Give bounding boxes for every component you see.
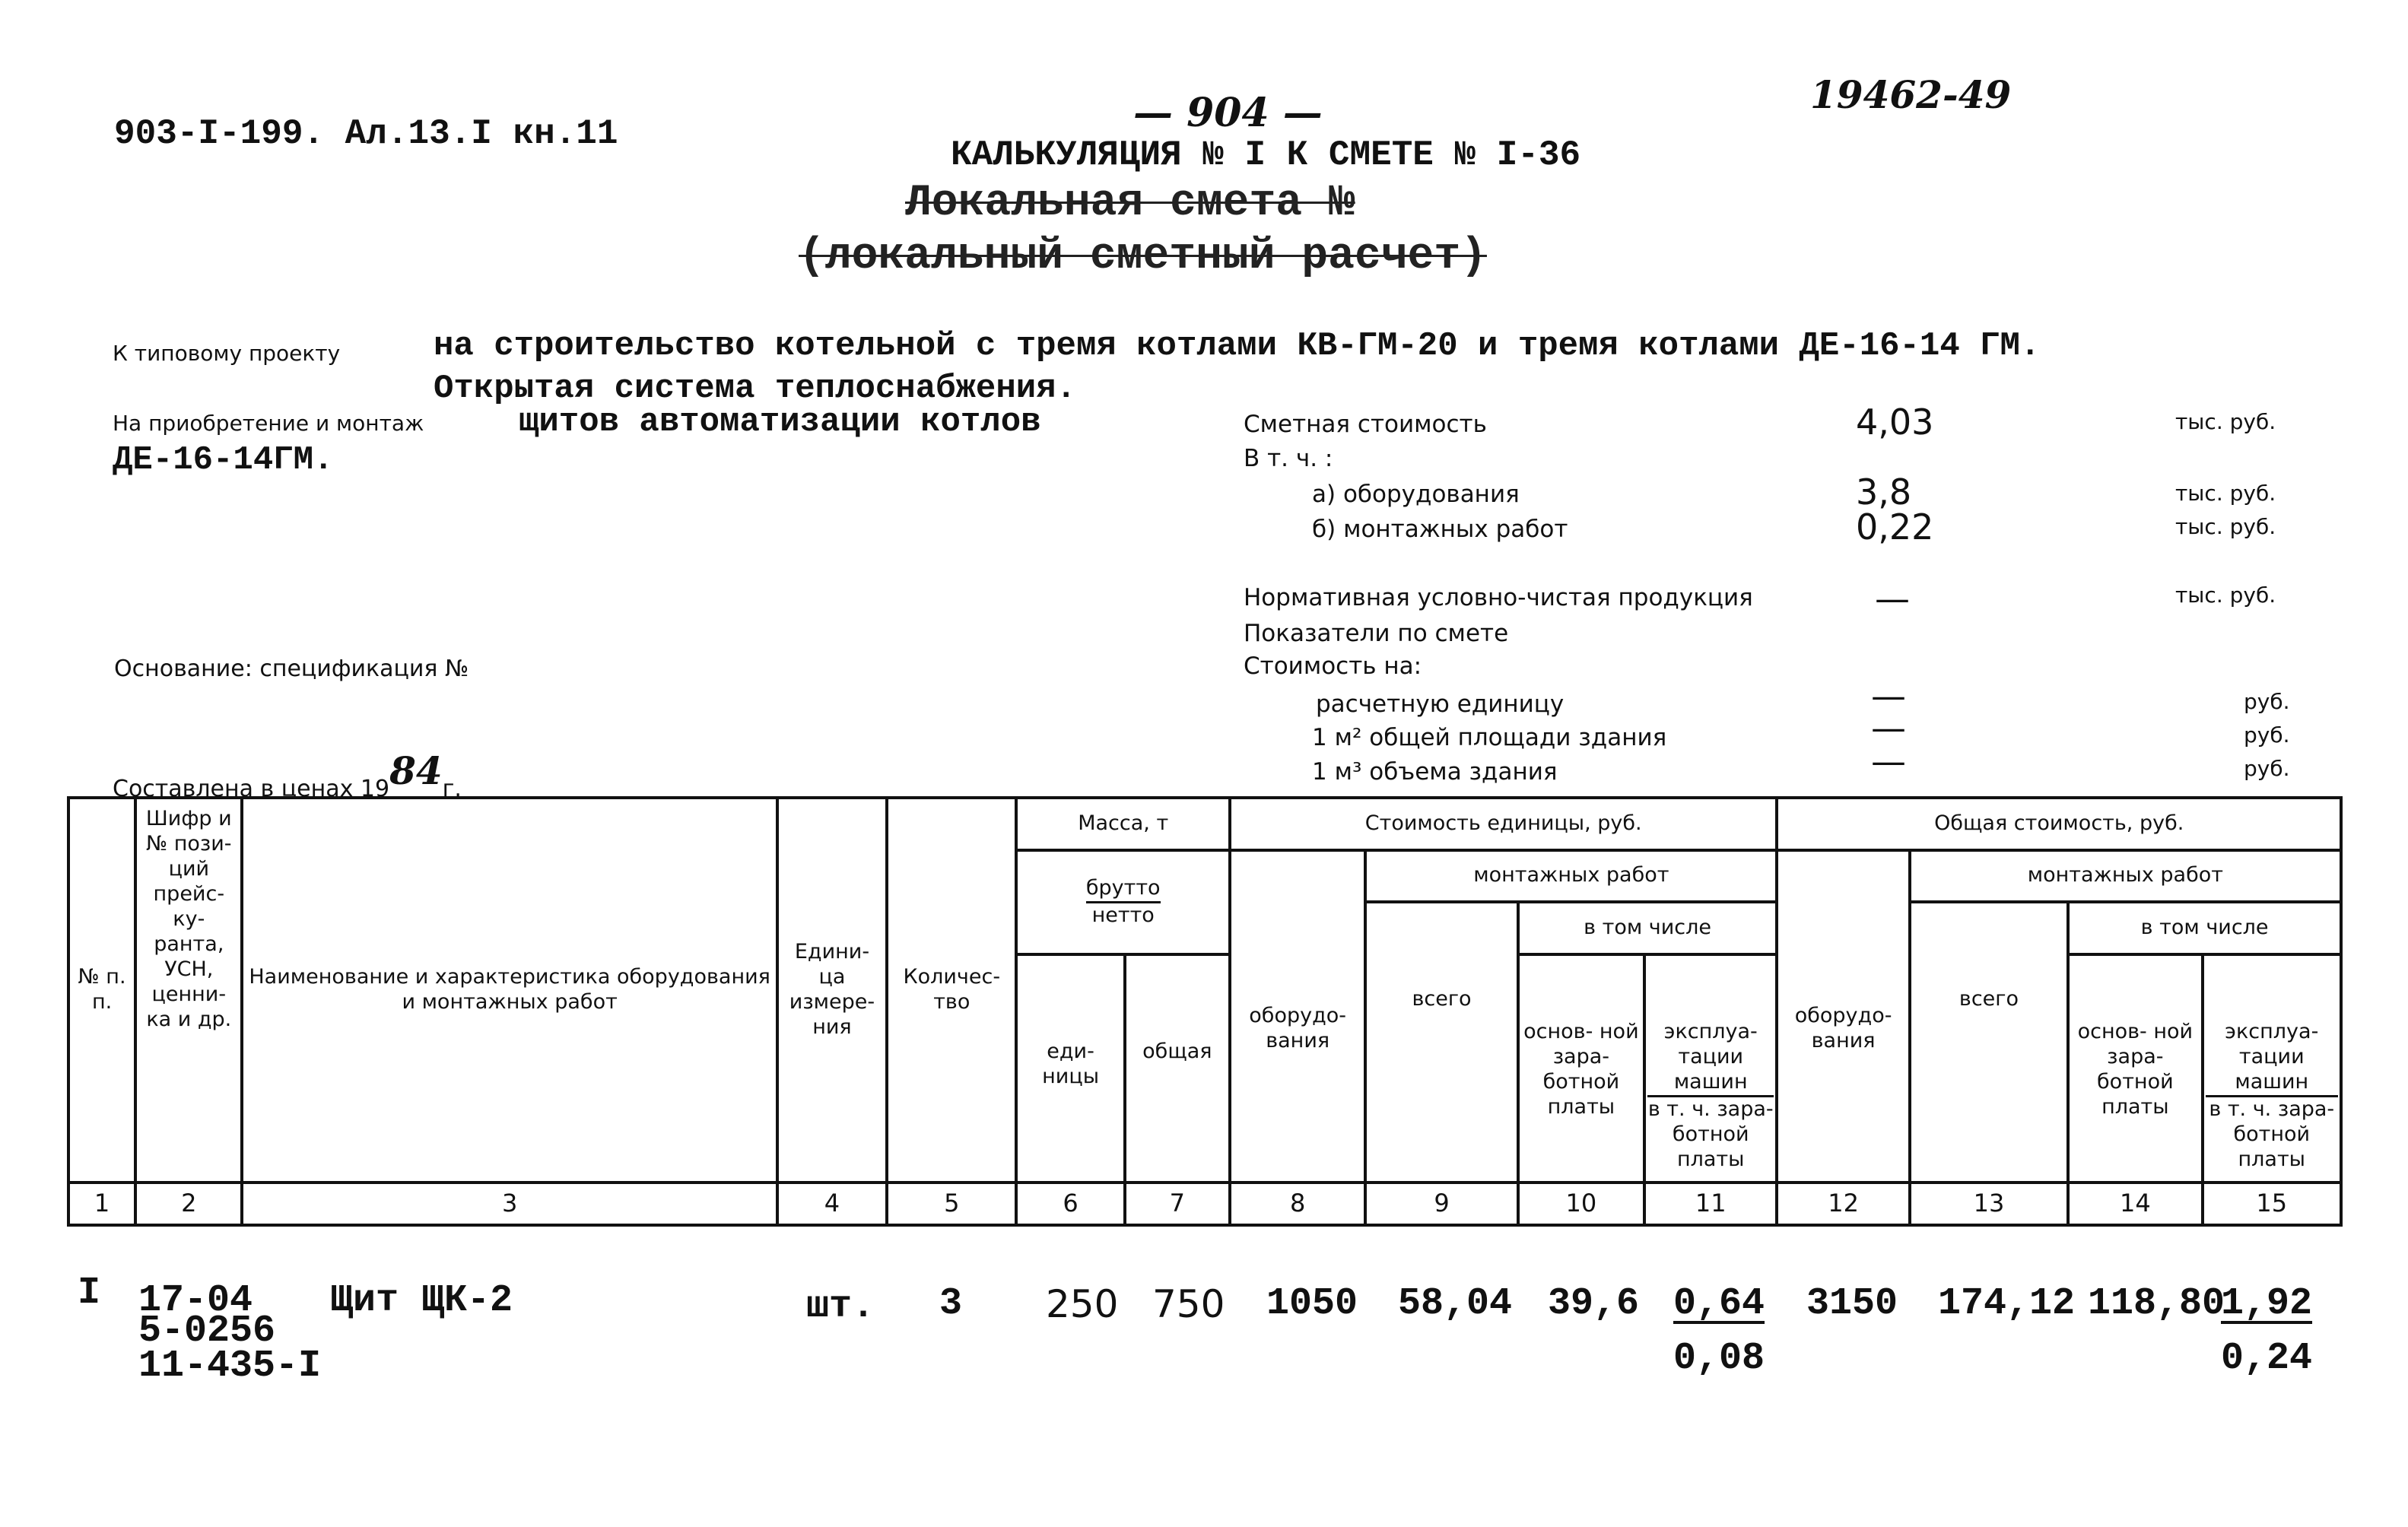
archive-number: 19462-49 [1810, 72, 2012, 117]
row-code-3: 11-435-I [138, 1344, 322, 1388]
row-total-machine-wage: 0,24 [2221, 1337, 2313, 1380]
row-unit-machine-wage: 0,08 [1673, 1337, 1765, 1380]
column-number: 12 [1777, 1183, 1909, 1225]
per-m2-unit: руб. [2244, 722, 2290, 748]
header-total-cost: Общая стоимость, руб. [1777, 798, 2341, 850]
header-total-base-wage: основ- ной зара- ботной платы [2068, 954, 2202, 1183]
column-number: 11 [1644, 1183, 1777, 1225]
column-number: 10 [1518, 1183, 1644, 1225]
row-code-1: 17-04 [138, 1279, 253, 1322]
document-code: 903-I-199. Ал.13.I кн.11 [114, 114, 618, 154]
header-row-number: № п. п. [68, 798, 135, 1183]
header-total-machine-wage: в т. ч. зара- ботной платы [2209, 1097, 2335, 1171]
row-mass-total: 750 [1152, 1282, 1225, 1326]
header-unit-install: монтажных работ [1365, 850, 1777, 903]
row-mass-unit: 250 [1046, 1282, 1119, 1326]
per-unit-value: — [1871, 675, 1906, 716]
header-unit-install-all: всего [1365, 902, 1517, 1183]
per-unit-label: расчетную единицу [1316, 690, 1565, 718]
header-brutto: брутто [1086, 876, 1161, 903]
row-total-machine: 1,92 [2221, 1282, 2313, 1325]
header-total-equipment: оборудо- вания [1777, 850, 1909, 1183]
column-number: 13 [1910, 1183, 2068, 1225]
header-unit: Едини- ца измере- ния [777, 798, 887, 1183]
equipment-cost-value: 3,8 [1856, 471, 1912, 513]
calculation-title: КАЛЬКУЛЯЦИЯ № I К СМЕТЕ № I-36 [951, 135, 1581, 175]
per-m3-unit: руб. [2244, 756, 2290, 781]
header-unit-machine-wage: в т. ч. зара- ботной платы [1647, 1097, 1774, 1171]
project-value-line1: на строительство котельной с тремя котлами КВ-ГМ-20 и тремя котлами ДЕ-16-14 ГМ. [434, 327, 2041, 365]
row-name: Щит ЩК-2 [330, 1279, 513, 1322]
basis-label: Основание: спецификация № [114, 656, 469, 682]
row-quantity: 3 [939, 1282, 963, 1325]
column-number: 15 [2203, 1183, 2341, 1225]
column-number: 6 [1016, 1183, 1124, 1225]
header-name: Наименование и характеристика оборудования и монтажных работ [242, 798, 777, 1183]
column-number: 2 [135, 1183, 242, 1225]
header-unit-machine [1644, 954, 1777, 1183]
header-quantity: Количес- тво [887, 798, 1016, 1183]
header-mass: Масса, т [1016, 798, 1230, 850]
estimate-cost-value: 4,03 [1856, 402, 1934, 443]
purpose-value-line2: ДЕ-16-14ГМ. [113, 441, 334, 479]
column-number: 9 [1365, 1183, 1517, 1225]
estimate-table [67, 796, 2343, 1227]
purpose-label: На приобретение и монтаж [113, 411, 424, 436]
header-code: Шифр и № пози- ций прейс- ку- ранта, УСН, ценни- ка и др. [135, 798, 242, 1183]
normative-label: Нормативная условно-чистая продукция [1244, 584, 1753, 611]
header-unit-equipment: оборудо- вания [1230, 850, 1365, 1183]
page-number: — 904 — [1133, 90, 1323, 136]
project-label: К типовому проекту [113, 341, 341, 366]
equipment-cost-unit: тыс. руб. [2175, 481, 2276, 506]
row-unit-base-wage: 39,6 [1548, 1282, 1640, 1325]
indicators-label: Показатели по смете [1244, 620, 1509, 647]
project-value-line2: Открытая система теплоснабжения. [434, 370, 1076, 408]
normative-unit: тыс. руб. [2175, 583, 2276, 608]
header-total-including: в том числе [2068, 902, 2341, 954]
per-m3-label: 1 м³ объема здания [1312, 758, 1558, 786]
struck-title-local-estimate: Локальная смета № [905, 179, 1355, 228]
row-total-install-all: 174,12 [1938, 1282, 2076, 1325]
header-brutto-netto [1016, 850, 1230, 954]
cost-on-label: Стоимость на: [1244, 652, 1422, 680]
header-unit-cost: Стоимость единицы, руб. [1230, 798, 1777, 850]
install-cost-value: 0,22 [1856, 506, 1934, 548]
header-total-machine [2203, 954, 2341, 1183]
header-mass-unit: еди- ницы [1016, 954, 1124, 1183]
column-number: 4 [777, 1183, 887, 1225]
per-m2-label: 1 м² общей площади здания [1312, 724, 1667, 751]
column-number: 3 [242, 1183, 777, 1225]
row-total-base-wage: 118,80 [2088, 1282, 2225, 1325]
per-unit-unit: руб. [2244, 689, 2290, 714]
install-cost-unit: тыс. руб. [2175, 514, 2276, 539]
row-unit-equipment: 1050 [1266, 1282, 1358, 1325]
row-code-2: 5-0256 [138, 1310, 276, 1353]
header-unit-machine-operation: эксплуа- тации машин [1647, 1020, 1774, 1097]
estimate-cost-unit: тыс. руб. [2175, 409, 2276, 434]
header-total-install-all: всего [1910, 902, 2068, 1183]
including-label: В т. ч. : [1244, 445, 1333, 472]
per-m3-value: — [1871, 741, 1906, 782]
row-unit-install-all: 58,04 [1398, 1282, 1513, 1325]
install-cost-label: б) монтажных работ [1312, 516, 1568, 543]
struck-title-local-calc: (локальный сметный расчет) [799, 232, 1487, 281]
estimate-cost-label: Сметная стоимость [1244, 411, 1487, 438]
header-mass-total: общая [1125, 954, 1230, 1183]
row-unit: шт. [806, 1285, 875, 1329]
row-total-equipment: 3150 [1806, 1282, 1898, 1325]
header-unit-including: в том числе [1518, 902, 1777, 954]
column-number: 1 [68, 1183, 135, 1225]
purpose-value-line1: щитов автоматизации котлов [519, 403, 1041, 441]
column-numbers-row [68, 1183, 2341, 1225]
column-number: 7 [1125, 1183, 1230, 1225]
equipment-cost-label: а) оборудования [1312, 481, 1520, 508]
header-total-install: монтажных работ [1910, 850, 2341, 903]
column-number: 5 [887, 1183, 1016, 1225]
normative-value: — [1875, 578, 1910, 619]
prices-label: Составлена в ценах 1984г. [113, 748, 462, 802]
header-netto: нетто [1091, 903, 1155, 927]
row-number: I [78, 1271, 101, 1315]
per-m2-value: — [1871, 707, 1906, 748]
header-total-machine-operation: эксплуа- тации машин [2206, 1020, 2338, 1097]
header-unit-base-wage: основ- ной зара- ботной платы [1518, 954, 1644, 1183]
row-unit-machine: 0,64 [1673, 1282, 1765, 1325]
column-number: 8 [1230, 1183, 1365, 1225]
column-number: 14 [2068, 1183, 2202, 1225]
